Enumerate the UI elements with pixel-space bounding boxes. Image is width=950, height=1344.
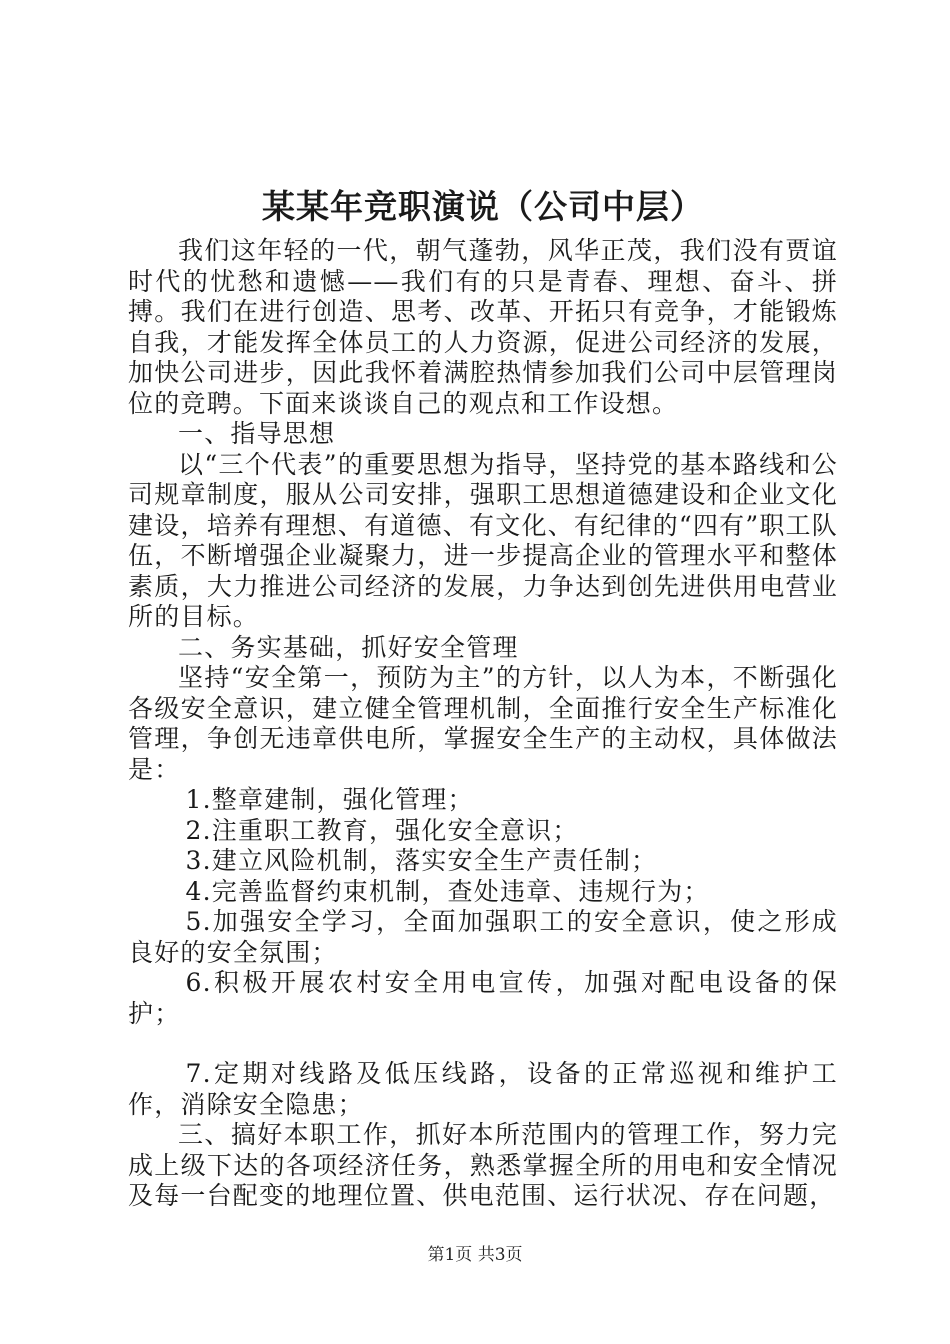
list-item-2: 2.注重职工教育，强化安全意识； <box>185 815 579 845</box>
page-footer: 第1页 共3页 <box>427 1245 523 1265</box>
list-item-7: 7.定期对线路及低压线路，设备的正常巡视和维护工作，消除安全隐患； <box>128 1059 838 1119</box>
list-item-6: 6.积极开展农村安全用电宣传，加强对配电设备的保护； <box>128 968 838 1028</box>
paragraph-safety: 坚持“安全第一，预防为主”的方针，以人为本，不断强化各级安全意识，建立健全管理机制，全面推行安全生产标准化管理，争创无违章供电所，掌握安全生产的主动权，具体做法是： <box>128 663 838 784</box>
list-item-5: 5.加强安全学习，全面加强职工的安全意识，使之形成良好的安全氛围； <box>128 907 838 967</box>
list-item-3: 3.建立风险机制，落实安全生产责任制； <box>185 846 658 875</box>
document-body <box>128 236 838 1212</box>
section-heading-1: 一、指导思想 <box>178 419 336 448</box>
paragraph-intro: 我们这年轻的一代，朝气蓬勃，风华正茂，我们没有贾谊时代的忧愁和遗憾——我们有的只是青春、理想、奋斗、拼搏。我们在进行创造、思考、改革、开拓只有竞争，才能锻炼自我，才能发挥全体员工的人力资源，促进公司经济的发展，加快公司进步，因此我怀着满腔热情参加我们公司中层管理岗位的竞聘。下面来谈谈自己的观点和工作设想。 <box>128 236 838 418</box>
paragraph-guiding-thought: 以“三个代表”的重要思想为指导，坚持党的基本路线和公司规章制度，服从公司安排，强职工思想道德建设和企业文化建设，培养有理想、有道德、有文化、有纪律的“四有”职工队伍，不断增强企业凝聚力，进一步提高企业的管理水平和整体素质，大力推进公司经济的发展，力争达到创先进供用电营业所的目标。 <box>128 449 838 631</box>
section-heading-2: 二、务实基础，抓好安全管理 <box>178 632 519 662</box>
section-heading-3: 三、搞好本职工作，抓好本所范围内的管理工作，努力完成上级下达的各项经济任务，熟悉掌握全所的用电和安全情况及每一台配变的地理位置、供电范围、运行状况、存在问题， <box>128 1120 838 1210</box>
document-title: 某某年竞职演说（公司中层） <box>262 187 704 226</box>
list-item-4: 4.完善监督约束机制，查处违章、违规行为； <box>185 876 710 906</box>
list-item-1: 1.整章建制，强化管理； <box>185 785 474 814</box>
document-page <box>128 182 838 1212</box>
